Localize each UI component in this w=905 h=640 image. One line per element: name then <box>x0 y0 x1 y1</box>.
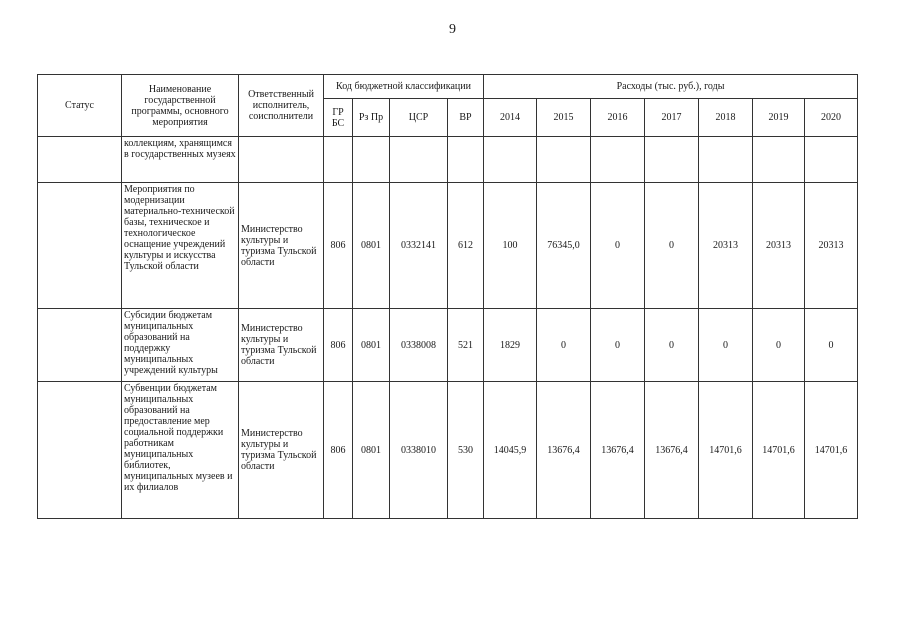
cell-value <box>591 137 645 183</box>
cell-value: 13676,4 <box>645 382 699 519</box>
table-row <box>38 309 858 382</box>
cell-value <box>484 137 537 183</box>
cell-grbs: 806 <box>324 183 353 309</box>
header-year: 2020 <box>805 99 858 137</box>
cell-value: 20313 <box>753 183 805 309</box>
cell-value: 0 <box>753 309 805 382</box>
cell-rzpr <box>353 137 390 183</box>
header-name: Наименование государственной программы, основного мероприятия <box>122 75 239 137</box>
cell-value: 0 <box>645 309 699 382</box>
cell-vr: 521 <box>448 309 484 382</box>
cell-value <box>699 137 753 183</box>
header-year: 2014 <box>484 99 537 137</box>
cell-rzpr: 0801 <box>353 309 390 382</box>
cell-value: 0 <box>645 183 699 309</box>
cell-value: 13676,4 <box>537 382 591 519</box>
cell-vr <box>448 137 484 183</box>
cell-value <box>753 137 805 183</box>
cell-grbs: 806 <box>324 382 353 519</box>
header-year: 2015 <box>537 99 591 137</box>
cell-value: 14045,9 <box>484 382 537 519</box>
table-row <box>38 183 858 309</box>
header-year: 2018 <box>699 99 753 137</box>
cell-name: Мероприятия по модернизации материально-технической базы, техническое и технологическое оснащение учреждений культуры и искусства Тульской области <box>122 183 239 309</box>
cell-value: 14701,6 <box>699 382 753 519</box>
table-row <box>38 137 858 183</box>
cell-value: 0 <box>537 309 591 382</box>
cell-vr: 612 <box>448 183 484 309</box>
cell-status <box>38 137 122 183</box>
cell-value: 0 <box>591 309 645 382</box>
cell-value: 20313 <box>699 183 753 309</box>
cell-value <box>537 137 591 183</box>
cell-status <box>38 183 122 309</box>
cell-csr: 0338008 <box>390 309 448 382</box>
cell-value: 0 <box>699 309 753 382</box>
cell-executor: Министерство культуры и туризма Тульской области <box>239 309 324 382</box>
header-year: 2017 <box>645 99 699 137</box>
cell-value: 1829 <box>484 309 537 382</box>
cell-grbs <box>324 137 353 183</box>
header-executor: Ответственный исполнитель, соисполнители <box>239 75 324 137</box>
cell-csr: 0332141 <box>390 183 448 309</box>
cell-rzpr: 0801 <box>353 382 390 519</box>
cell-value: 20313 <box>805 183 858 309</box>
header-grbs: ГР БС <box>324 99 353 137</box>
cell-executor <box>239 137 324 183</box>
cell-rzpr: 0801 <box>353 183 390 309</box>
cell-vr: 530 <box>448 382 484 519</box>
cell-csr <box>390 137 448 183</box>
cell-value: 100 <box>484 183 537 309</box>
cell-status <box>38 309 122 382</box>
header-row-1 <box>38 75 858 99</box>
header-year: 2016 <box>591 99 645 137</box>
cell-value: 14701,6 <box>805 382 858 519</box>
cell-value: 14701,6 <box>753 382 805 519</box>
cell-csr: 0338010 <box>390 382 448 519</box>
cell-name: Субсидии бюджетам муниципальных образований на поддержку муниципальных учреждений культуры <box>122 309 239 382</box>
page-number: 9 <box>449 22 456 37</box>
cell-name: Субвенции бюджетам муниципальных образований на предоставление мер социальной поддержки работникам муниципальных библиотек, муниципальных музеев и их филиалов <box>122 382 239 519</box>
header-code-group: Код бюджетной классификации <box>324 75 484 99</box>
header-year: 2019 <box>753 99 805 137</box>
cell-status <box>38 382 122 519</box>
cell-value <box>805 137 858 183</box>
cell-value: 76345,0 <box>537 183 591 309</box>
header-csr: ЦСР <box>390 99 448 137</box>
cell-value: 13676,4 <box>591 382 645 519</box>
cell-executor: Министерство культуры и туризма Тульской области <box>239 382 324 519</box>
cell-value: 0 <box>805 309 858 382</box>
cell-executor: Министерство культуры и туризма Тульской области <box>239 183 324 309</box>
cell-value: 0 <box>591 183 645 309</box>
header-expenses-group: Расходы (тыс. руб.), годы <box>484 75 858 99</box>
header-rzpr: Рз Пр <box>353 99 390 137</box>
cell-grbs: 806 <box>324 309 353 382</box>
cell-value <box>645 137 699 183</box>
header-status: Статус <box>38 75 122 137</box>
header-vr: ВР <box>448 99 484 137</box>
table-row <box>38 382 858 519</box>
cell-name: коллекциям, хранящимся в государственных музеях <box>122 137 239 183</box>
budget-table <box>37 74 858 519</box>
